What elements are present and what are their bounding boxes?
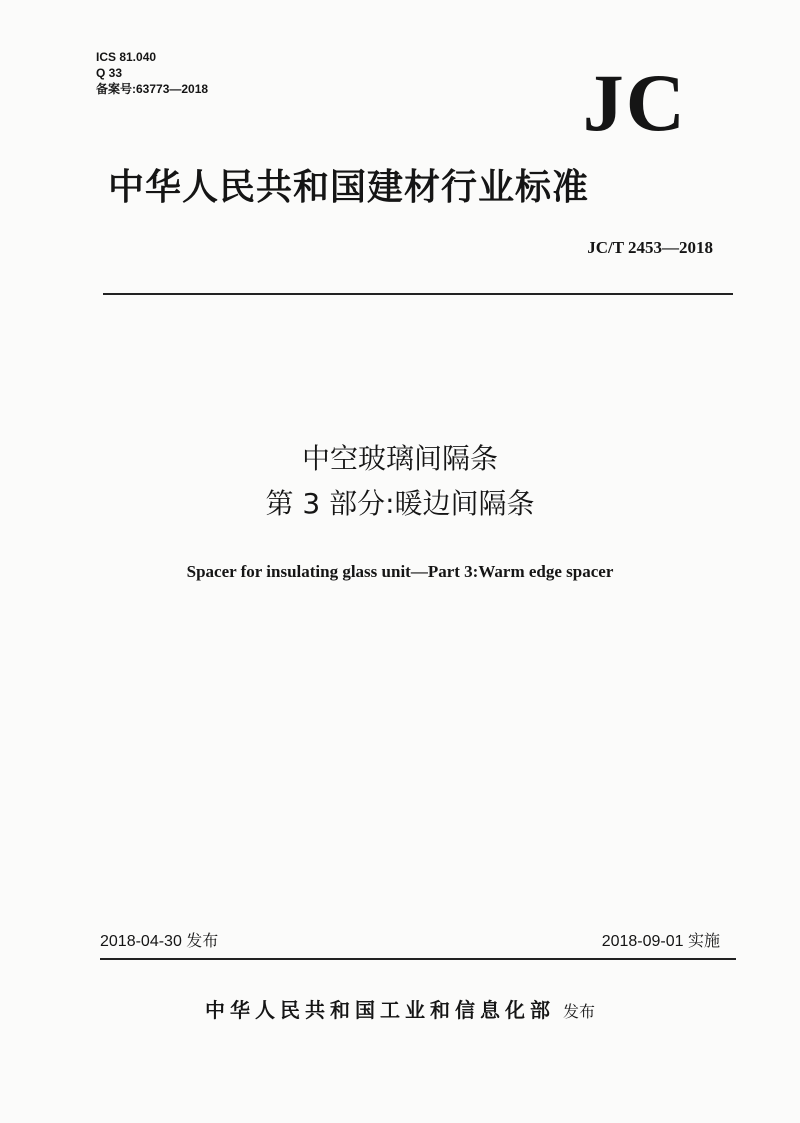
publishing-organization: 中华人民共和国工业和信息化部 bbox=[204, 998, 555, 1022]
document-title-line2: 第 3 部分:暖边间隔条 bbox=[265, 487, 535, 520]
implementation-date: 2018-09-01 实施 bbox=[601, 933, 720, 950]
standard-number: JC/T 2453—2018 bbox=[587, 238, 713, 257]
publish-word: 发布 bbox=[562, 1002, 595, 1021]
standard-title: 中华人民共和国建材行业标准 bbox=[108, 167, 590, 208]
bottom-divider bbox=[100, 958, 736, 960]
ccs-code: Q 33 bbox=[96, 66, 123, 80]
top-divider bbox=[103, 293, 733, 295]
ics-code: ICS 81.040 bbox=[96, 50, 157, 64]
document-title-line1: 中空玻璃间隔条 bbox=[301, 442, 498, 475]
record-number: 备案号:63773—2018 bbox=[96, 82, 209, 96]
jc-logo: JC bbox=[582, 57, 687, 148]
english-title: Spacer for insulating glass unit—Part 3:Warm edge spacer bbox=[186, 562, 614, 581]
publisher-line bbox=[0, 996, 800, 1026]
issue-date: 2018-04-30 发布 bbox=[100, 933, 219, 950]
